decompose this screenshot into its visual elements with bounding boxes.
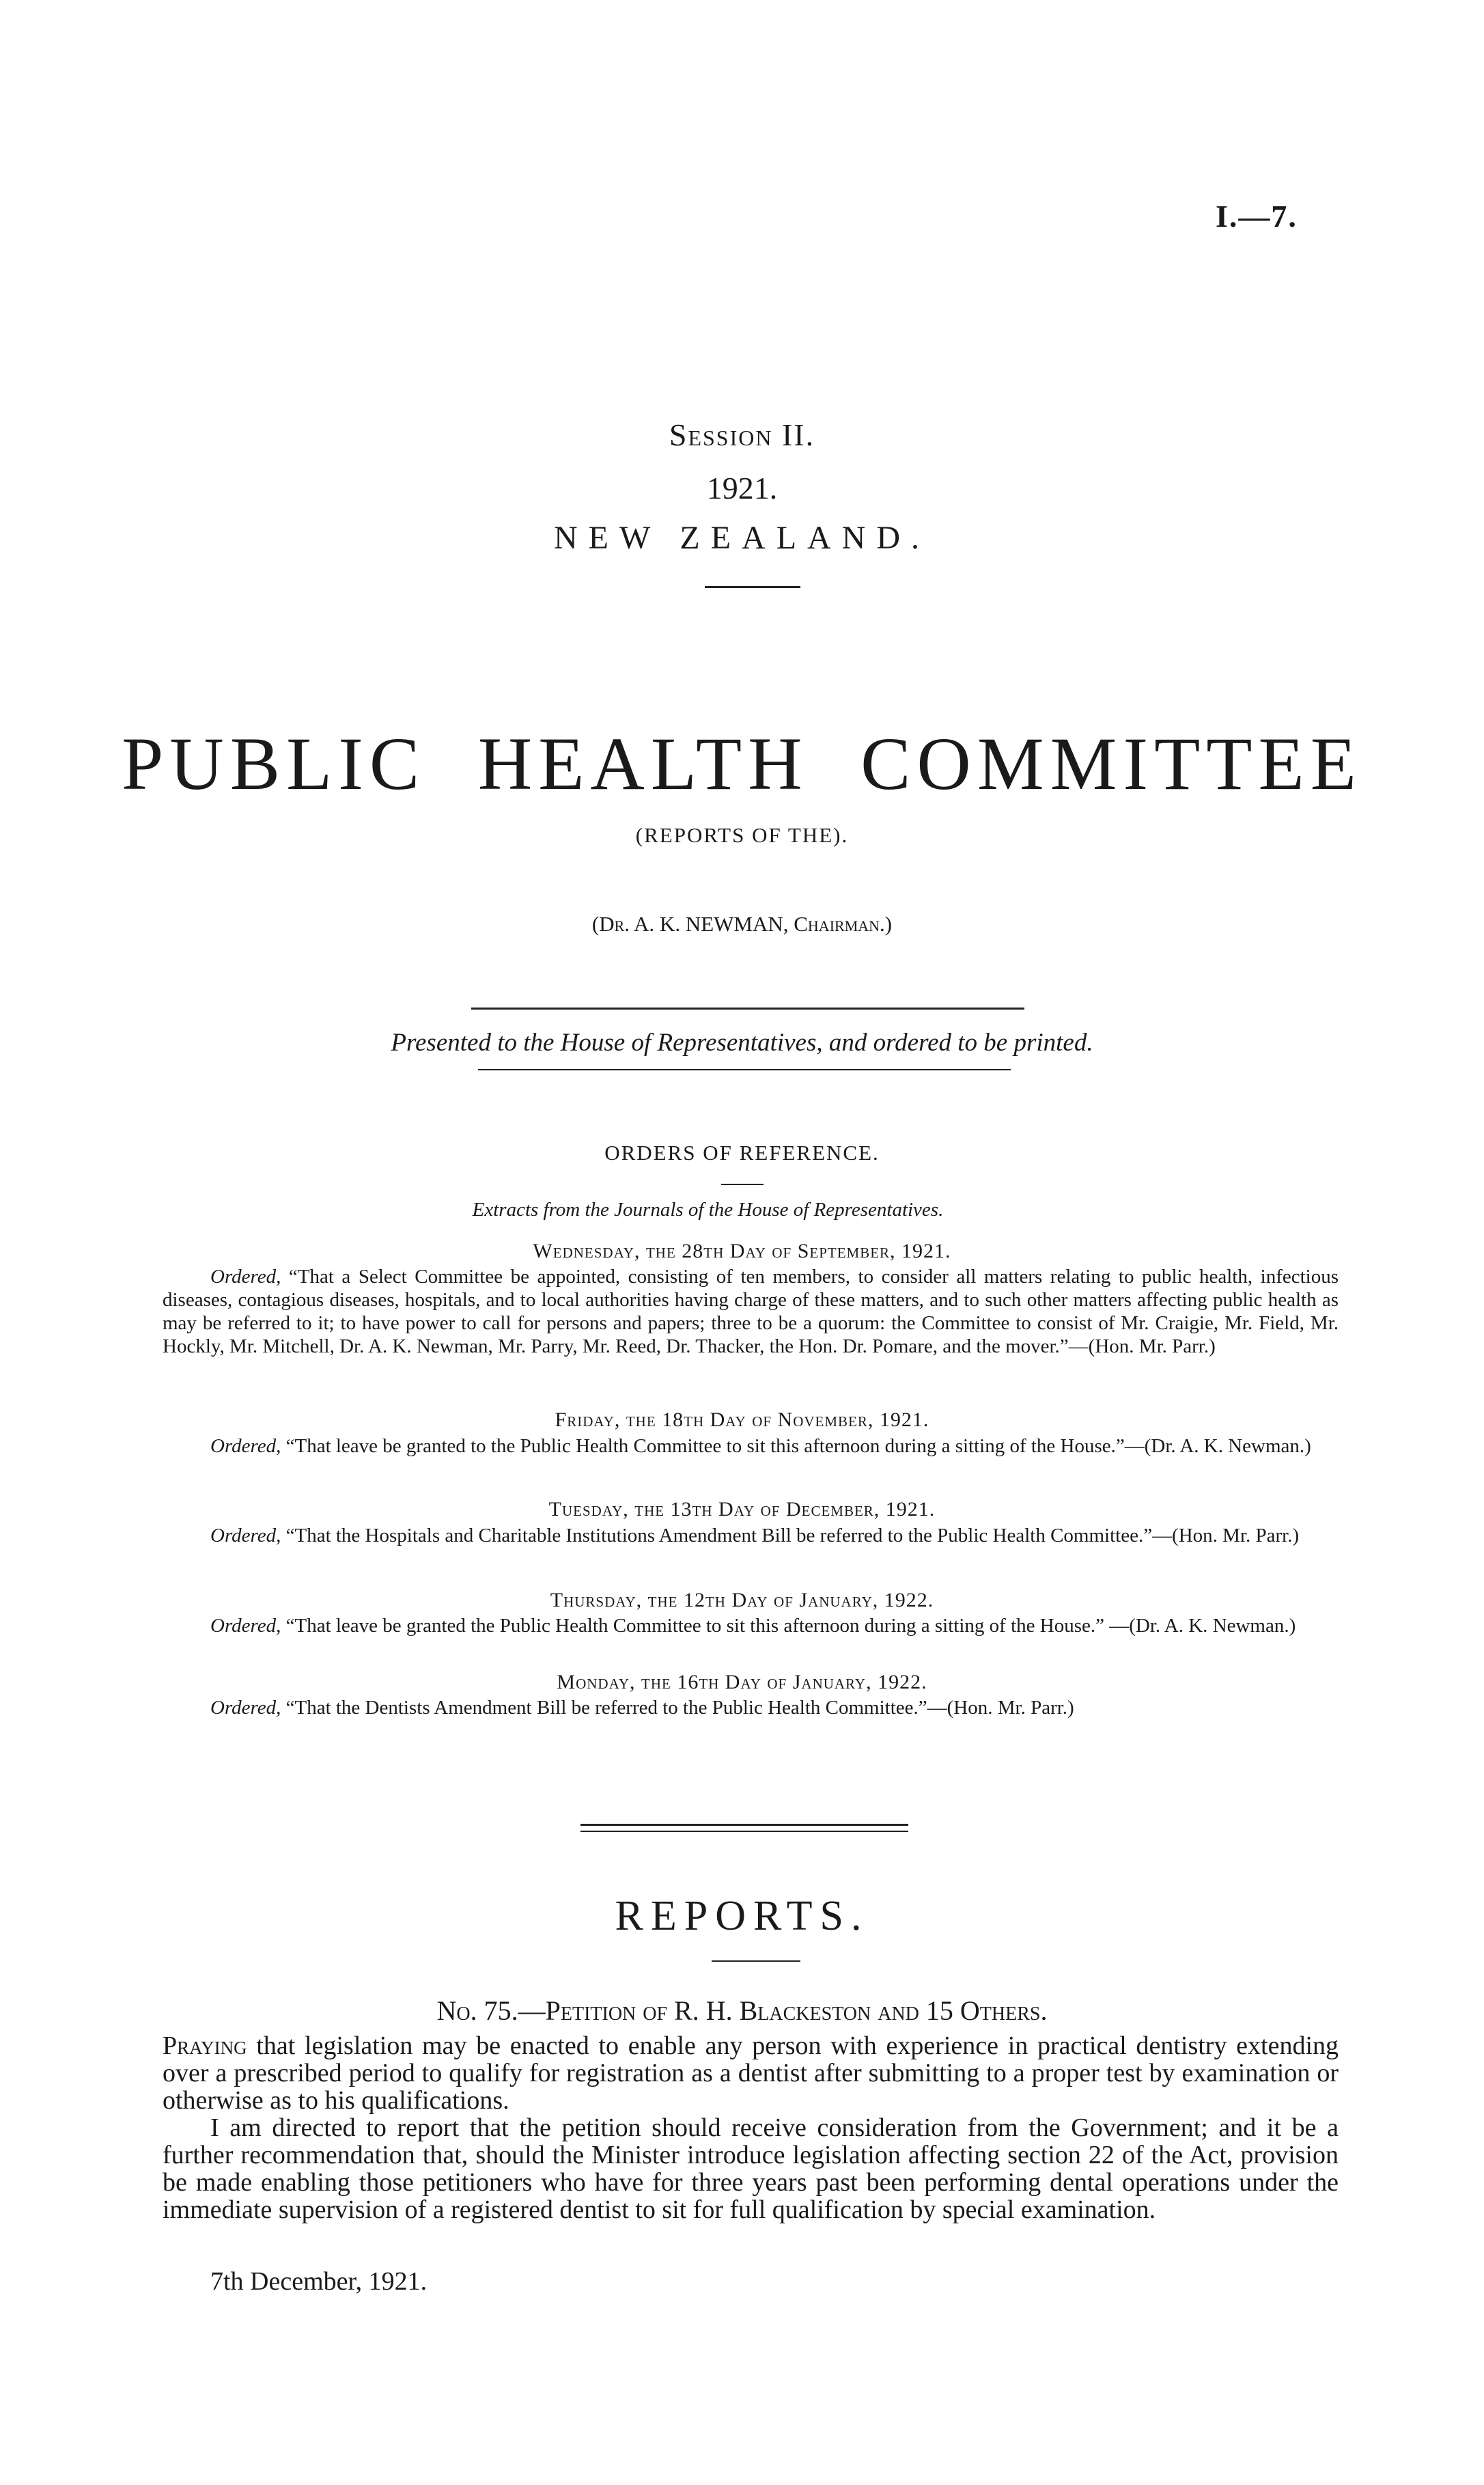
ordered-label: Ordered,: [210, 1266, 281, 1288]
praying-text: that legislation may be enacted to enable any person with experience in practical dentistry extending over a prescribed period to qualify for registration as a dentist after submitting to a proper test by examination or otherwise as to his qualifications.: [163, 2031, 1339, 2115]
double-rule-bottom: [580, 1831, 908, 1832]
subtitle: (REPORTS OF THE).: [635, 823, 849, 847]
praying-lead: Praying: [163, 2031, 247, 2060]
order-paragraph: [163, 1614, 1339, 1637]
order-date: Friday, the 18th Day of November, 1921.: [555, 1408, 929, 1431]
reports-heading: REPORTS.: [615, 1893, 869, 1939]
order-paragraph: [163, 1524, 1339, 1547]
petition-praying: [163, 2032, 1339, 2114]
divider-presented-top: [471, 1008, 1024, 1010]
order-paragraph: [163, 1265, 1339, 1358]
order-text: “That a Select Committee be appointed, consisting of ten members, to consider all matters relating to public health, infectious diseases, contagious diseases, hospitals, and to local authorities having charge of these matters, and to such other matters affecting public health as may be referred to it; to have power to call for persons and papers; three to be a quorum: the Committee to consist of Mr. Craigie, Mr. Field, Mr. Hockly, Mr. Mitchell, Dr. A. K. Newman, Mr. Parry, Mr. Reed, Dr. Thacker, the Hon. Dr. Pomare, and the mover.”—(Hon. Mr. Parr.): [163, 1266, 1339, 1357]
page-reference: I.—7.: [1216, 199, 1298, 234]
page-title: PUBLIC HEALTH COMMITTEE: [122, 722, 1362, 805]
order-text: “That the Hospitals and Charitable Institutions Amendment Bill be referred to the Public Health Committee.”—(Hon. Mr. Parr.): [285, 1525, 1300, 1546]
session-label: Session II.: [669, 417, 815, 452]
petition-date: 7th December, 1921.: [210, 2267, 428, 2296]
petition-heading: No. 75.—Petition of R. H. Blackeston and 15 Others.: [436, 1995, 1048, 2026]
ordered-label: Ordered,: [210, 1697, 281, 1719]
order-date: Thursday, the 12th Day of January, 1922.: [550, 1589, 934, 1611]
order-date: Wednesday, the 28th Day of September, 1921.: [533, 1240, 951, 1262]
year-label: 1921.: [706, 471, 778, 505]
divider-presented-bottom: [478, 1069, 1011, 1070]
ordered-label: Ordered,: [210, 1525, 281, 1546]
double-rule-top: [580, 1824, 908, 1826]
order-text: “That leave be granted the Public Health Committee to sit this afternoon during a sitting of the House.” —(Dr. A. K. Newman.): [285, 1615, 1296, 1637]
presented-line: Presented to the House of Representatives, and ordered to be printed.: [391, 1029, 1093, 1057]
order-date: Monday, the 16th Day of January, 1922.: [557, 1671, 927, 1693]
divider-top: [705, 586, 800, 588]
divider-reports: [712, 1960, 800, 1962]
country-label: NEW ZEALAND.: [553, 520, 931, 556]
ordered-label: Ordered,: [210, 1435, 281, 1457]
orders-heading: ORDERS OF REFERENCE.: [604, 1141, 880, 1165]
order-text: “That leave be granted to the Public Health Committee to sit this afternoon during a sitting of the House.”—(Dr. A. K. Newman.): [285, 1435, 1311, 1457]
order-paragraph: [163, 1434, 1339, 1458]
extracts-line: Extracts from the Journals of the House of Representatives.: [472, 1199, 944, 1221]
order-paragraph: [163, 1696, 1339, 1719]
ordered-label: Ordered,: [210, 1615, 281, 1637]
divider-orders: [721, 1184, 764, 1185]
order-date: Tuesday, the 13th Day of December, 1921.: [548, 1498, 936, 1521]
petition-report: I am directed to report that the petition should receive consideration from the Government; and it be a further recommendation that, should the Minister introduce legislation affecting section 22 of the Act, provision be made enabling those petitioners who have for three years past been performing dental operations under the immediate supervision of a registered dentist to sit for full qualification by special examination.: [163, 2113, 1339, 2224]
chairman-line: (Dr. A. K. NEWMAN, Chairman.): [591, 912, 893, 936]
order-text: “That the Dentists Amendment Bill be referred to the Public Health Committee.”—(Hon. Mr. Parr.): [285, 1697, 1074, 1719]
